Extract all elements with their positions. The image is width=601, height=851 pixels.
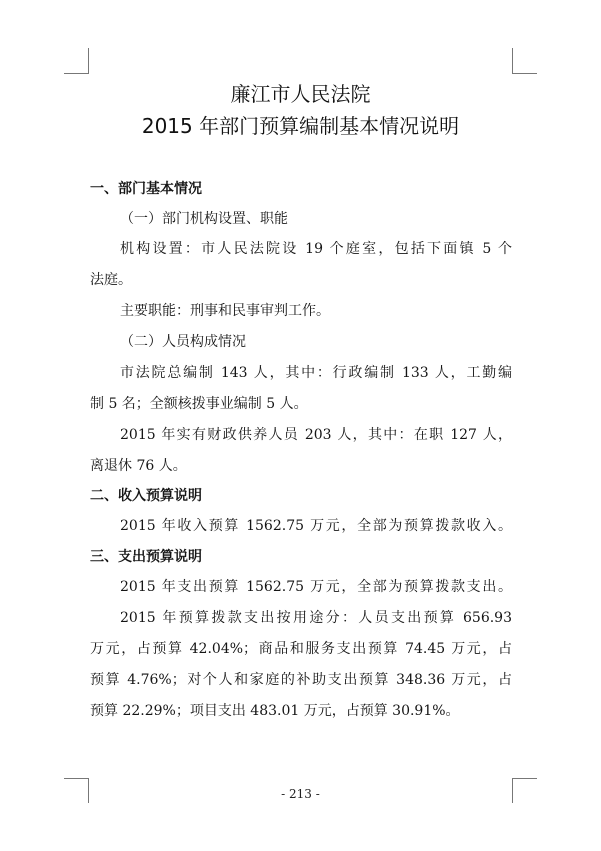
- document-title: 廉江市人民法院: [230, 82, 371, 106]
- crop-mark-bottom-right: [512, 778, 537, 779]
- paragraph-line: 离退休 76 人。: [90, 458, 187, 474]
- crop-mark-top-left: [88, 48, 89, 73]
- paragraph-line: 预算 22.29%；项目支出 483.01 万元，占预算 30.91%。: [90, 703, 460, 719]
- crop-mark-top-left: [64, 73, 89, 74]
- paragraph-line: 预算 4.76%；对个人和家庭的补助支出预算 348.36 万元，占: [90, 672, 512, 688]
- paragraph-line: 2015 年支出预算 1562.75 万元，全部为预算拨款支出。: [120, 579, 512, 595]
- paragraph-line: 机构设置：市人民法院设 19 个庭室，包括下面镇 5 个: [120, 241, 512, 257]
- paragraph-line: 主要职能：刑事和民事审判工作。: [120, 303, 330, 319]
- paragraph-line: 万元，占预算 42.04%；商品和服务支出预算 74.45 万元，占: [90, 641, 512, 657]
- crop-mark-top-right: [512, 73, 537, 74]
- document-subtitle: 2015 年部门预算编制基本情况说明: [141, 114, 460, 138]
- crop-mark-top-right: [512, 48, 513, 73]
- paragraph-line: 2015 年预算拨款支出按用途分：人员支出预算 656.93: [120, 610, 512, 626]
- subsection-staff: （二）人员构成情况: [120, 334, 246, 350]
- paragraph-line: 制 5 名；全额核拨事业编制 5 人。: [90, 396, 308, 412]
- paragraph-line: 市法院总编制 143 人，其中：行政编制 133 人，工勤编: [120, 365, 512, 381]
- section-heading-expenditure: 三、支出预算说明: [90, 549, 202, 565]
- paragraph-line: 法庭。: [90, 272, 132, 288]
- page-number: - 213 -: [281, 787, 320, 801]
- crop-mark-bottom-left: [64, 778, 89, 779]
- subsection-org: （一）部门机构设置、职能: [120, 211, 288, 227]
- paragraph-line: 2015 年实有财政供养人员 203 人，其中：在职 127 人，: [120, 427, 512, 443]
- section-heading-basic: 一、部门基本情况: [90, 181, 202, 197]
- paragraph-line: 2015 年收入预算 1562.75 万元，全部为预算拨款收入。: [120, 518, 512, 534]
- section-heading-income: 二、收入预算说明: [90, 488, 202, 504]
